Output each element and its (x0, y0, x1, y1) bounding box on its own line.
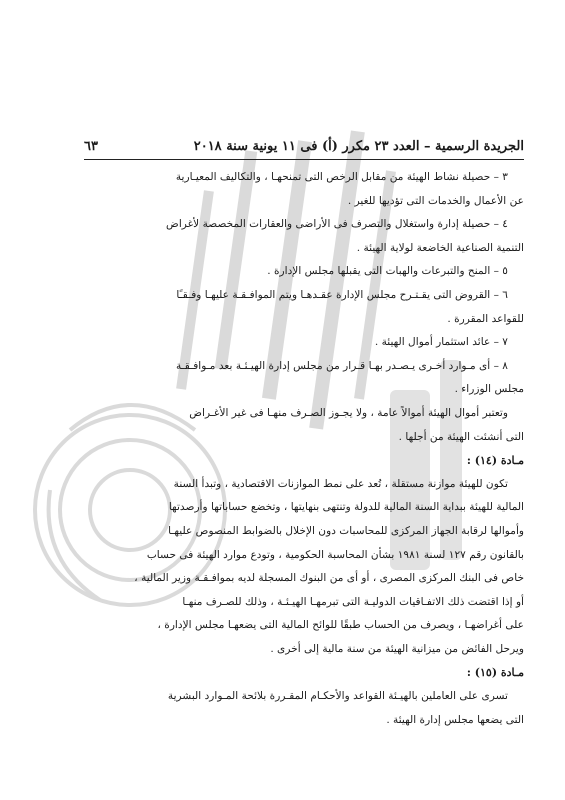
article-heading-14: مـادة (١٤) : (466, 454, 524, 468)
paragraph-cont: المالية للهيئة ببداية السنة المالية للدولة وتنتهى بنهايتها ، وتخضع حساباتها وأرصدتها (168, 501, 524, 514)
paragraph-public-funds: وتعتبر أموال الهيئة أموالاً عامة ، ولا يجـوز الصـرف منهـا فى غير الأغـراض (189, 406, 508, 419)
paragraph-cont: للقواعد المقررة . (447, 312, 524, 325)
header-divider (84, 159, 524, 160)
paragraph-cont: عن الأعمال والخدمات التى تؤديها للغير . (347, 194, 524, 207)
paragraph-article-15: تسرى على العاملين بالهيـئة القواعد والأحكـام المقـررة بلائحة المـوارد البشرية (167, 690, 508, 703)
paragraph-cont: ويرحل الفائض من ميزانية الهيئة من سنة مالية إلى أخرى . (270, 642, 524, 655)
header-title: الجريدة الرسمية – العدد ٢٣ مكرر (أ) فى ١١ يونية سنة ٢٠١٨ (193, 138, 524, 154)
paragraph-cont: التى أنشئت الهيئة من أجلها . (398, 430, 524, 443)
paragraph-cont: بالقانون رقم ١٢٧ لسنة ١٩٨١ بشأن المحاسبة الحكومية ، وتودع موارد الهيئة فى حساب (146, 548, 524, 561)
page-header (84, 134, 524, 158)
paragraph-item-3: ٣ – حصيلة نشاط الهيئة من مقابل الرخص التى تمنحهـا ، والتكاليف المعيـارية (175, 171, 508, 183)
paragraph-item-6: ٦ – القروض التى يقـتـرح مجلس الإدارة عقـدهـا ويتم الموافـقـة عليهـا وفـقـًا (176, 288, 508, 301)
article-heading-15: مـادة (١٥) : (466, 666, 524, 680)
page-number: ٦٣ (84, 138, 98, 154)
paragraph-cont: التى يضعها مجلس إدارة الهيئة . (386, 713, 524, 726)
paragraph-cont: وأموالها لرقابة الجهاز المركزى للمحاسبات دون الإخلال بالضوابط المنصوص عليهـا (168, 524, 524, 537)
document-body (84, 166, 524, 732)
paragraph-article-14: تكون للهيئة موازنة مستقلة ، تُعد على نمط الموازنات الاقتصادية ، وتبدأ السنة (173, 477, 508, 490)
paragraph-item-5: ٥ – المنح والتبرعات والهبات التى يقبلها مجلس الإدارة . (267, 265, 508, 278)
paragraph-cont: مجلس الوزراء . (454, 383, 524, 396)
paragraph-cont: على أغراضهـا ، ويصرف من الحساب طبقًا للوائح المالية التى يضعهـا مجلس الإدارة ، (157, 619, 524, 632)
paragraph-cont: التنمية الصناعية الخاضعة لولاية الهيئة . (356, 241, 524, 254)
paragraph-item-8: ٨ – أى مـوارد أخـرى يـصـدر بهـا قـرار من مجلس إدارة الهيـئـة بعد مـوافـقـة (175, 359, 508, 372)
paragraph-item-7: ٧ – عائد استثمار أموال الهيئة . (374, 336, 508, 349)
paragraph-cont: خاص فى البنك المركزى المصرى ، أو أى من البنوك المسجلة لديه بموافـقـة وزير المالية ، (134, 572, 524, 585)
paragraph-item-4: ٤ – حصيلة إدارة واستغلال والتصرف فى الأراضى والعقارات المخصصة لأغراض (166, 218, 508, 231)
paragraph-cont: أو إذا اقتضت ذلك الاتفـاقيات الدوليـة التى تبرمهـا الهيـئـة ، وذلك للصـرف منهـا (182, 595, 524, 608)
